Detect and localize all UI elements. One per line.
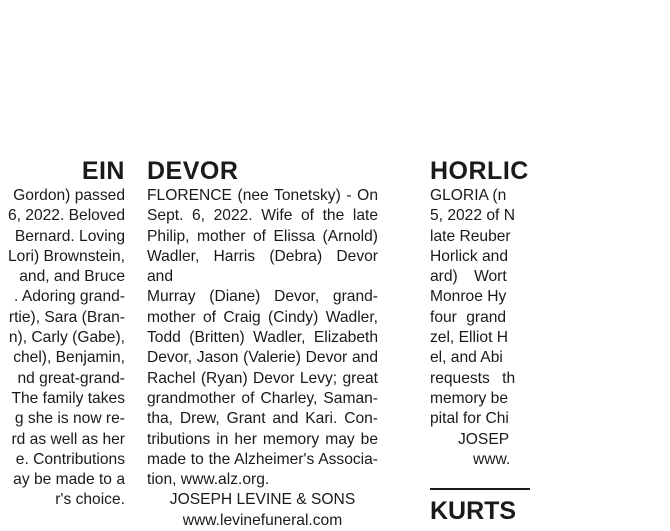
obituary-line: tha, Drew, Grant and Kari. Con- bbox=[147, 410, 378, 428]
obituary-line: zel, Elliot H bbox=[430, 329, 508, 347]
obituary-line: Devor, Jason (Valerie) Devor and bbox=[147, 349, 378, 367]
obituary-line: tributions in her memory may be bbox=[147, 430, 378, 448]
obituary-line: el, and Abi bbox=[430, 349, 503, 367]
obituary-body bbox=[430, 186, 670, 430]
obituary-line: ay be made to a bbox=[13, 471, 125, 489]
obituary-line: four grand bbox=[430, 308, 507, 326]
obituary-line: Lori) Brownstein, bbox=[8, 247, 125, 265]
obituary-line: Horlick and bbox=[430, 247, 508, 265]
section-divider bbox=[430, 488, 530, 490]
obituary-line: 5, 2022 of N bbox=[430, 207, 515, 225]
obituary-line: Gordon) passed bbox=[13, 187, 125, 204]
obituary-line: rd as well as her bbox=[11, 430, 125, 448]
obituary-line: . Adoring grand- bbox=[14, 288, 125, 306]
obituary-line: FLORENCE (nee Tonetsky) - On bbox=[147, 187, 378, 204]
obituary-line: Murray (Diane) Devor, grand- bbox=[147, 288, 378, 306]
obituary-line: mother of Craig (Cindy) Wadler, bbox=[147, 308, 378, 326]
obituary-line: n), Carly (Gabe), bbox=[8, 329, 125, 347]
obituary-line: memory be bbox=[430, 389, 508, 407]
funeral-home-name: JOSEPH LEVINE & SONS bbox=[169, 491, 356, 509]
obituary-line: Todd (Britten) Wadler, Elizabeth bbox=[147, 329, 378, 347]
obituary-line: g she is now re- bbox=[14, 410, 125, 428]
obituary-line: 6, 2022. Beloved bbox=[7, 207, 125, 225]
obituary-line: Wadler, Harris (Debra) Devor and bbox=[147, 247, 378, 286]
obituary-heading: EIN bbox=[81, 157, 125, 185]
obituary-line: made to the Alzheimer's Associa- bbox=[147, 450, 378, 468]
obituary-line: Bernard. Loving bbox=[14, 227, 125, 245]
obituary-devor bbox=[147, 157, 378, 531]
obituary-line: pital for Chi bbox=[430, 410, 509, 428]
obituary-line: Monroe Hy bbox=[430, 288, 507, 306]
obituary-line: grandmother of Charley, Saman- bbox=[147, 389, 378, 407]
obituary-line: chel), Benjamin, bbox=[13, 349, 125, 367]
obituary-line: Sept. 6, 2022. Wife of the late bbox=[147, 207, 378, 225]
obituary-body bbox=[147, 186, 378, 490]
obituary-line: GLORIA (n bbox=[430, 187, 507, 204]
funeral-home-name: JOSEP bbox=[458, 430, 510, 448]
obituary-line: Philip, mother of Elissa (Arnold) bbox=[147, 227, 378, 245]
obituary-line: r's choice. bbox=[55, 491, 125, 509]
obituary-line: nd great-grand- bbox=[17, 369, 125, 387]
obituary-line: tion, www.alz.org. bbox=[147, 471, 270, 489]
funeral-home-url: www. bbox=[473, 450, 511, 468]
funeral-home-url: www.levinefuneral.com bbox=[182, 511, 343, 529]
obituary-line: late Reuber bbox=[430, 227, 511, 245]
obituary-body bbox=[0, 186, 125, 511]
obituary-line: rtie), Sara (Bran- bbox=[8, 308, 125, 326]
obituary-heading: DEVOR bbox=[147, 157, 239, 185]
obituary-line: and, and Bruce bbox=[19, 268, 125, 286]
obituary-line: e. Contributions bbox=[15, 450, 125, 468]
obituary-line: requests th bbox=[430, 369, 516, 387]
obituary-line: ard) Wort bbox=[430, 268, 507, 286]
obituary-line: The family takes bbox=[11, 389, 125, 407]
obituary-line: Rachel (Ryan) Devor Levy; great bbox=[147, 369, 378, 387]
obituary-left bbox=[0, 157, 125, 511]
obituary-heading-next: KURTS bbox=[430, 497, 517, 525]
obituary-heading: HORLIC bbox=[430, 157, 529, 185]
obituary-horlick bbox=[430, 157, 670, 470]
